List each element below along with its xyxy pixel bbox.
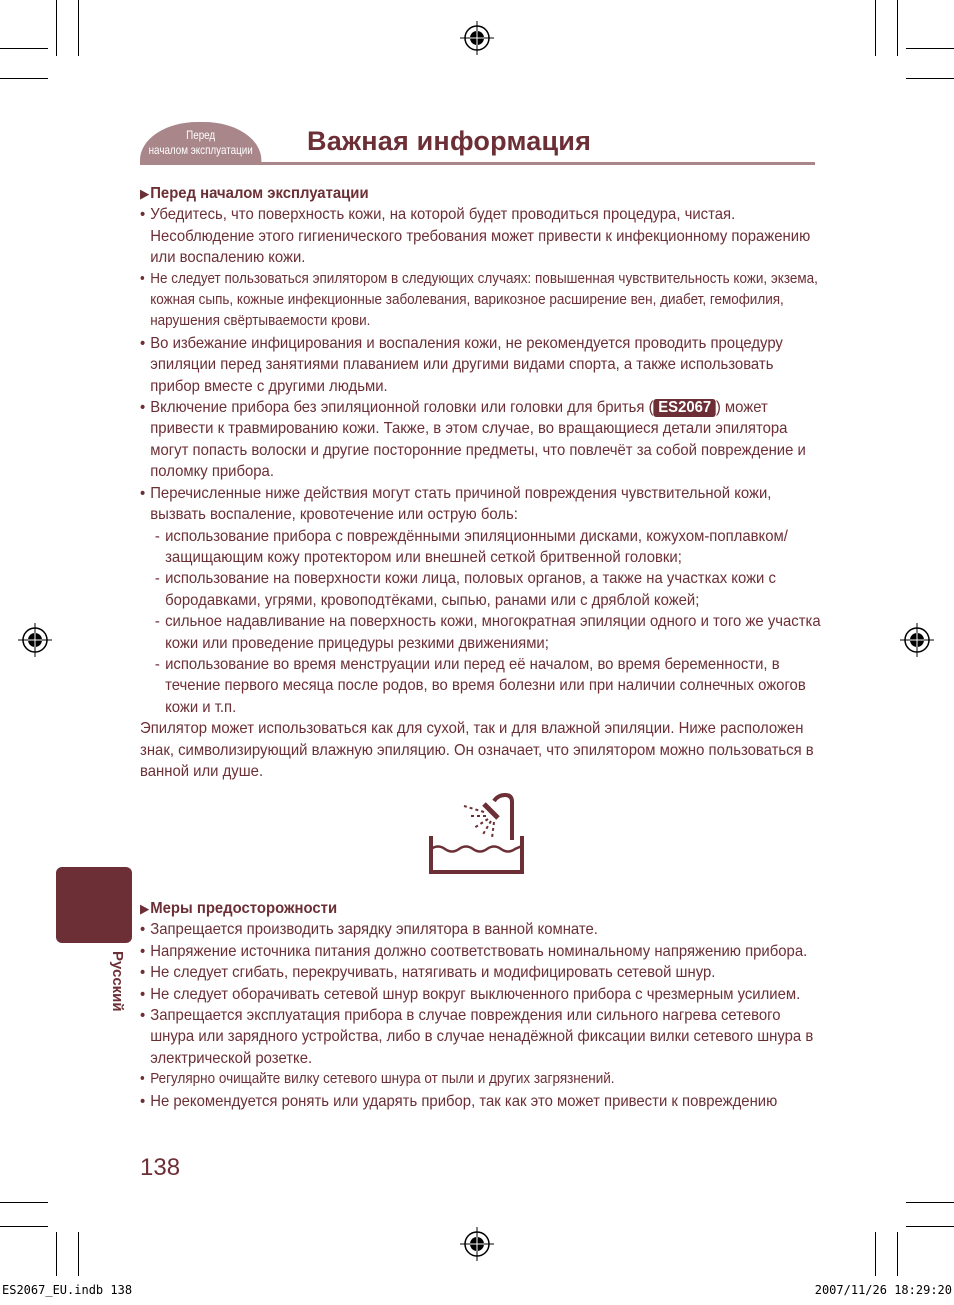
crop-mark (56, 0, 57, 56)
title-divider (140, 162, 815, 165)
list-item: • Не рекомендуется ронять или ударять прибор, так как это может привести к повреждению (140, 1091, 824, 1112)
shower-bath-icon (428, 792, 526, 876)
sub-list-item: - использование прибора с повреждёнными эпиляционными дисками, кожухом-поплавком/защищающим кожу протектором или внешней сеткой бритвенной головки; (140, 526, 824, 569)
crop-mark (897, 0, 898, 56)
list-item: • Не следует пользоваться эпилятором в следующих случаях: повышенная чувствительность кожи, экзема, кожная сыпь, кожные инфекционные заболевания, варикозное расширение вен, диабет, гемофилия, нарушения свёртываемости крови. (140, 269, 824, 333)
sub-list-item: - использование на поверхности кожи лица, половых органов, а также на участках кожи с бородавками, угрями, кровоподтёками, сыпью, ранами или с дряблой кожей; (140, 568, 824, 611)
crop-mark (875, 1232, 876, 1276)
crop-mark (875, 0, 876, 56)
registration-mark-icon (18, 623, 52, 657)
crop-mark (906, 78, 954, 79)
list-item: • Запрещается эксплуатация прибора в случае повреждения или сильного нагрева сетевого шнура или зарядного устройства, либо в случае ненадёжной фиксации вилки сетевого шнура в электрической розетке. (140, 1005, 824, 1069)
crop-mark (0, 78, 48, 79)
list-item: • Запрещается производить зарядку эпилятора в ванной комнате. (140, 919, 824, 940)
section-heading (140, 898, 824, 919)
section-tab-line1: Перед (186, 128, 216, 142)
crop-mark (906, 1202, 954, 1203)
list-item: • Перечисленные ниже действия могут стать причиной повреждения чувствительной кожи, вызвать воспаление, кровотечение или острую боль: (140, 483, 824, 526)
paragraph: Эпилятор может использоваться как для сухой, так и для влажной эпиляции. Ниже расположен знак, символизирующий влажную эпиляцию. Он означает, что эпилятором можно пользоваться в ванной или душе. (140, 720, 814, 780)
registration-mark-icon (900, 623, 934, 657)
crop-mark (78, 0, 79, 56)
list-item: • Регулярно очищайте вилку сетевого шнура от пыли и других загрязнений. (140, 1069, 824, 1090)
section-tab (140, 122, 261, 164)
list-item: • Напряжение источника питания должно соответствовать номинальному напряжению прибора. (140, 941, 824, 962)
section-tab-line2: началом эксплуатации (148, 143, 253, 157)
list-item: • Не следует сгибать, перекручивать, натягивать и модифицировать сетевой шнур. (140, 962, 824, 983)
crop-mark (0, 1226, 48, 1227)
section-heading-text: Меры предосторожности (150, 900, 338, 917)
sub-list-item: - сильное надавливание на поверхность кожи, многократная эпиляции одного и того же участка кожи или проведение прицедуры резкими движениями; (140, 611, 824, 654)
list-item-text: Включение прибора без эпиляционной головки или головки для бритья ( (150, 399, 654, 417)
page-title: Важная информация (307, 126, 592, 156)
list-item: • Во избежание инфицирования и воспаления кожи, не рекомендуется проводить процедуру эпиляции перед занятиями плаванием или другими видами спорта, а также использовать прибор вместе с другими людьми. (140, 333, 824, 397)
crop-mark (0, 1202, 48, 1203)
section-heading-text: Перед началом эксплуатации (150, 185, 369, 202)
language-tab (56, 867, 132, 943)
crop-mark (0, 48, 48, 49)
model-badge: ES2067 (654, 399, 716, 417)
list-item-text: ) может привести к травмированию кожи. Также, в этом случае, во вращающиеся детали эпилятора могут попасть волоски и другие посторонние предметы, что повлечёт за собой повреждение и поломку прибора. (150, 399, 806, 481)
crop-mark (78, 1232, 79, 1276)
footer-file-info: ES2067_EU.indb 138 (2, 1283, 133, 1297)
registration-mark-icon (460, 1227, 494, 1261)
sub-list-item: - использование во время менструации или перед её началом, во время беременности, в течение первого месяца после родов, во время болезни или при наличии солнечных ожогов кожи и т.п. (140, 654, 824, 718)
crop-mark (897, 1232, 898, 1276)
section-before-use (140, 183, 820, 782)
list-item: • Не следует оборачивать сетевой шнур вокруг выключенного прибора с чрезмерным усилием. (140, 984, 824, 1005)
triangle-marker-icon: ▶ (140, 186, 150, 201)
crop-mark (906, 1226, 954, 1227)
list-item: • Убедитесь, что поверхность кожи, на которой будет проводиться процедура, чистая. Несоблюдение этого гигиенического требования может привести к инфекционному поражению или воспалению кожи. (140, 204, 824, 268)
page-number: 138 (140, 1154, 181, 1181)
language-label: Русский (109, 951, 126, 1012)
crop-mark (906, 48, 954, 49)
crop-mark (56, 1232, 57, 1276)
list-item (140, 397, 824, 483)
registration-mark-icon (460, 21, 494, 55)
triangle-marker-icon: ▶ (140, 901, 150, 916)
section-heading (140, 183, 824, 204)
footer-datetime: 2007/11/26 18:29:20 (814, 1283, 952, 1297)
section-precautions (140, 898, 820, 1112)
